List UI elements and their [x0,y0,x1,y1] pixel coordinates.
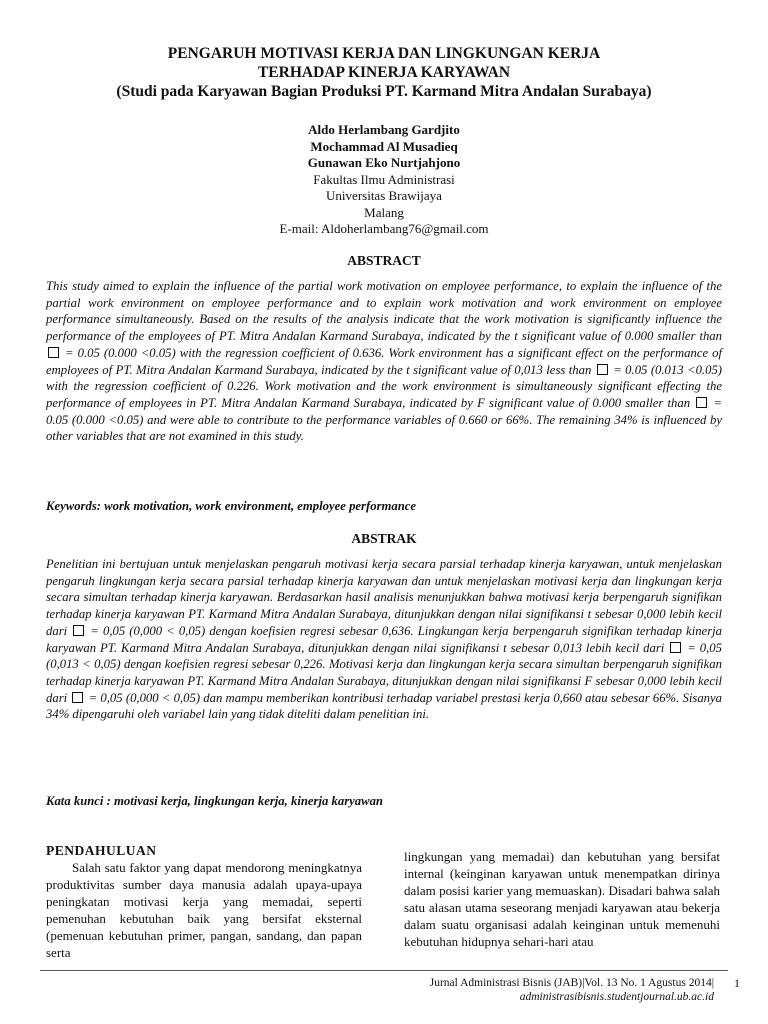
journal-website: administrasibisnis.studentjournal.ub.ac.id [519,991,714,1003]
abstrak-text: = 0,05 (0,000 < 0,05) dan mampu memberikan kontribusi terhadap variabel prestasi kerja 0,660 atau sebesar 66%. Sisanya 34% dipengaruhi oleh variabel lain yang tidak diteliti dalam penelitian ini. [46,690,723,722]
abstrak-text: Penelitian ini bertujuan untuk menjelaskan pengaruh motivasi kerja secara parsial terhadap kinerja karyawan, untuk menjelaskan pengaruh lingkungan kerja secara parsial terhadap kinerja karyawan dan untuk menjelaskan motivasi kerja dan lingkungan kerja secara simultan terhadap kinerja karyawan. Berdasarkan hasil analisis menunjukkan bahwa motivasi kerja berpengaruh signifikan terhadap kinerja karyawan PT. Karmand Mitra Andalan Surabaya, ditunjukkan dengan nilai signifikansi t sebesar 0,000 lebih kecil dari [46,557,722,638]
abstrak-text: = 0,05 (0,013 < 0,05) dengan koefisien regresi sebesar 0,226. Motivasi kerja dan lingkungan kerja secara simultan berpengaruh signifikan terhadap kinerja karyawan PT. Karmand Mitra Andalan Surabaya, ditunjukkan dengan nilai signifikansi F sebesar 0,000 lebih kecil dari [46,640,722,705]
author-block [40,122,728,238]
alpha-symbol-box [597,364,608,375]
author-name: Gunawan Eko Nurtjahjono [307,155,461,170]
journal-footer [430,976,714,1004]
abstract-text: = 0.05 (0.013 <0.05) with the regression coefficient of 0.226. Work motivation and the work environment is simultaneously significant effecting the performance of employees in PT. Mitra Andalan Karmand Surabaya, indicated by F significant value of 0.000 smaller than [46,362,723,410]
abstract-text: = 0.05 (0.000 <0.05) and were able to contribute to the performance variables of 0.660 or 66%. The remaining 34% is influenced by other variables that are not examined in this study. [46,395,722,444]
keywords-en: Keywords: work motivation, work environment, employee performance [46,499,417,513]
journal-citation: Jurnal Administrasi Bisnis (JAB)|Vol. 13 No. 1 Agustus 2014| [429,977,714,989]
alpha-symbol-box [696,397,707,408]
paper-title [40,44,728,101]
alpha-symbol-box [48,347,59,358]
affiliation-university: Universitas Brawijaya [326,188,442,203]
author-email: E-mail: Aldoherlambang76@gmail.com [279,221,489,236]
intro-column-left [46,859,362,961]
abstrak-heading: ABSTRAK [351,531,417,546]
abstrak-body [46,556,722,723]
affiliation-faculty: Fakultas Ilmu Administrasi [313,171,455,187]
page-number: 1 [734,976,740,990]
abstract-heading: ABSTRACT [347,253,421,268]
author-name: Aldo Herlambang Gardjito [308,122,460,137]
paragraph: lingkungan yang memadai) dan kebutuhan yang bersifat internal (keinginan karyawan untuk menempatkan dirinya dalam posisi karier yang memuaskan). Disadari bahwa salah satu alasan utama seseorang menjadi karyawan atau bekerja dalam suatu organisasi adalah keinginan untuk memenuhi kebutuhan hidupnya sehari-hari atau [404,849,720,949]
affiliation-city: Malang [364,204,404,220]
alpha-symbol-box [670,642,681,653]
keywords-id: Kata kunci : motivasi kerja, lingkungan kerja, kinerja karyawan [46,794,383,808]
alpha-symbol-box [73,625,84,636]
title-line-3: (Studi pada Karyawan Bagian Produksi PT. Karmand Mitra Andalan Surabaya) [116,83,652,100]
title-line-2: TERHADAP KINERJA KARYAWAN [257,64,511,81]
abstract-text: This study aimed to explain the influence of the partial work motivation on employee performance, to explain the influence of the partial work environment on employee performance and to explain work motivation and work environment on employee performance simultaneously. Based on the results of the analysis indicate that the work motivation is significantly influence the performance of the employees of PT. Mitra Andalan Karmand Surabaya, indicated by the t significant value of 0.000 smaller than [46,279,722,344]
abstrak-text: = 0,05 (0,000 < 0,05) dengan koefisien regresi sebesar 0,636. Lingkungan kerja berpengaruh signifikan terhadap kinerja karyawan PT. Karmand Mitra Andalan Surabaya, ditunjukkan dengan nilai signifikansi t sebesar 0,013 lebih kecil dari [46,623,722,655]
author-name: Mochammad Al Musadieq [310,138,458,154]
abstract-text: = 0.05 (0.000 <0.05) with the regression coefficient of 0.636. Work environment has a significant effect on the performance of employees of PT. Mitra Andalan Karmand Surabaya, indicated by the t significant value of 0,013 less than [46,345,722,377]
paragraph: Salah satu faktor yang dapat mendorong meningkatnya produktivitas sumber daya manusia adalah upaya-upaya peningkatan motivasi kerja yang memadai, seperti pemenuhan kebutuhan baik yang bersifat eksternal (pemenuan kebutuhan primer, pangan, sandang, dan papan serta [46,860,362,960]
footer-divider [40,970,728,971]
alpha-symbol-box [72,692,83,703]
section-heading-pendahuluan: PENDAHULUAN [46,843,157,858]
intro-column-right [404,848,720,950]
abstract-body [46,278,722,445]
title-line-1: PENGARUH MOTIVASI KERJA DAN LINGKUNGAN KERJA [167,45,601,62]
